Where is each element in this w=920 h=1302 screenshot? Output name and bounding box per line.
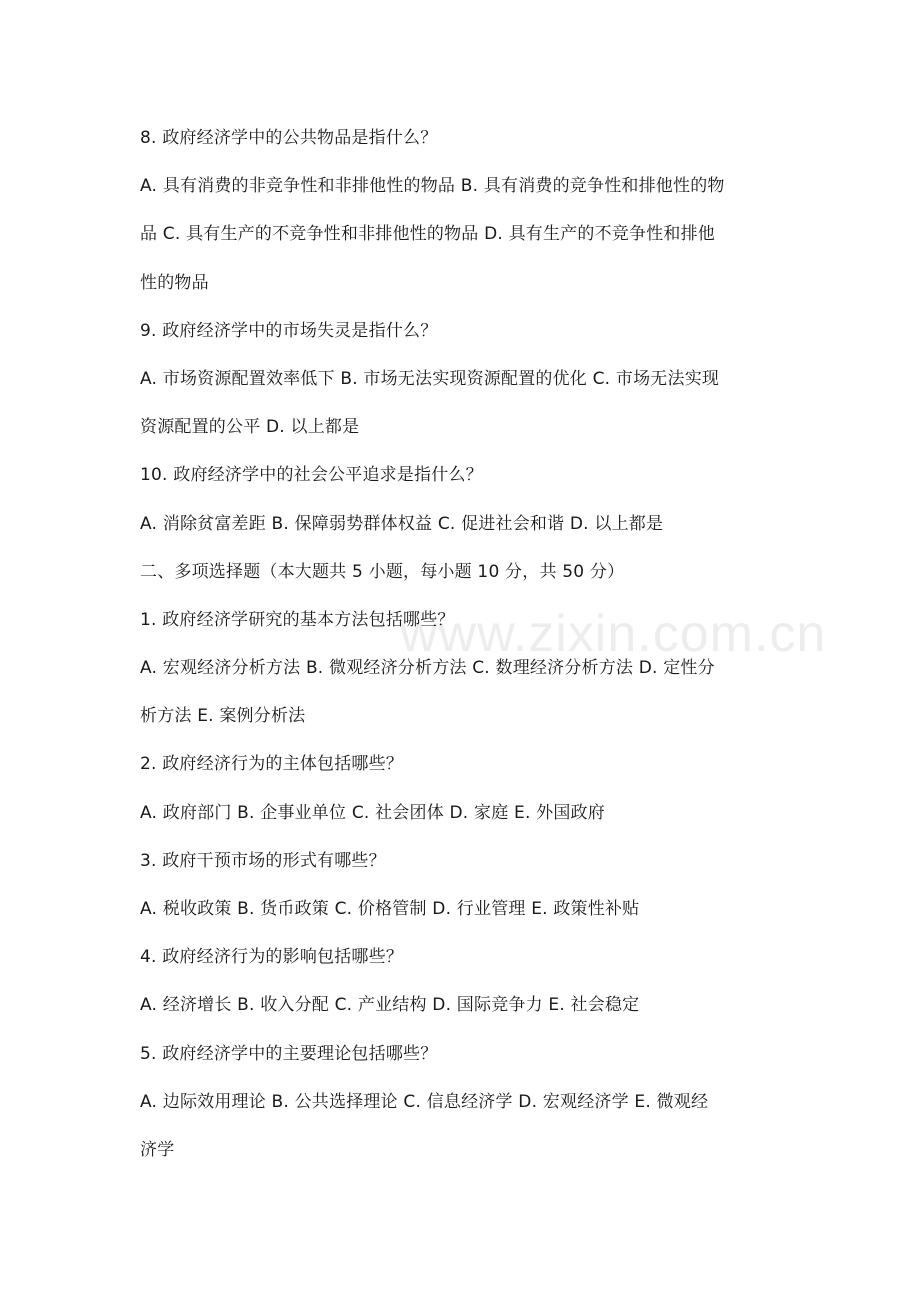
mc-question-1: 1. 政府经济学研究的基本方法包括哪些？ [140,609,455,630]
mc-question-5-options-line-2: 济学 [140,1139,175,1160]
mc-question-1-options-line-1: A. 宏观经济分析方法 B. 微观经济分析方法 C. 数理经济分析方法 D. 定性分 [140,658,715,679]
question-9: 9. 政府经济学中的市场失灵是指什么？ [140,320,438,341]
document-body [140,114,780,1174]
question-9-options-line-2: 资源配置的公平 D. 以上都是 [140,417,360,438]
mc-question-3-options: A. 税收政策 B. 货币政策 C. 价格管制 D. 行业管理 E. 政策性补贴 [140,899,640,919]
mc-question-4: 4. 政府经济行为的影响包括哪些？ [140,947,404,968]
question-8-options-line-1: A. 具有消费的非竞争性和非排他性的物品 B. 具有消费的竞争性和排他性的物 [140,176,725,197]
mc-question-3: 3. 政府干预市场的形式有哪些？ [140,850,386,871]
question-10-options: A. 消除贫富差距 B. 保障弱势群体权益 C. 促进社会和谐 D. 以上都是 [140,513,664,534]
mc-question-2-options: A. 政府部门 B. 企事业单位 C. 社会团体 D. 家庭 E. 外国政府 [140,802,605,823]
question-8-options-line-3: 性的物品 [140,272,209,293]
question-9-options-line-1: A. 市场资源配置效率低下 B. 市场无法实现资源配置的优化 C. 市场无法实现 [140,368,720,389]
question-8: 8. 政府经济学中的公共物品是指什么？ [140,128,438,148]
mc-question-5: 5. 政府经济学中的主要理论包括哪些？ [140,1043,438,1064]
mc-question-5-options-line-1: A. 边际效用理论 B. 公共选择理论 C. 信息经济学 D. 宏观经济学 E. 微观经 [140,1091,709,1112]
question-10: 10. 政府经济学中的社会公平追求是指什么？ [140,465,483,486]
mc-question-1-options-line-2: 析方法 E. 案例分析法 [140,706,306,727]
watermark: www.zixin.com.cn [400,605,827,663]
question-8-options-line-2: 品 C. 具有生产的不竞争性和非排他性的物品 D. 具有生产的不竞争性和排他 [140,224,715,245]
mc-question-2: 2. 政府经济行为的主体包括哪些？ [140,754,404,775]
section-heading: 二、多项选择题（本大题共 5 小题，每小题 10 分，共 50 分） [140,561,625,582]
mc-question-4-options: A. 经济增长 B. 收入分配 C. 产业结构 D. 国际竞争力 E. 社会稳定 [140,995,640,1016]
